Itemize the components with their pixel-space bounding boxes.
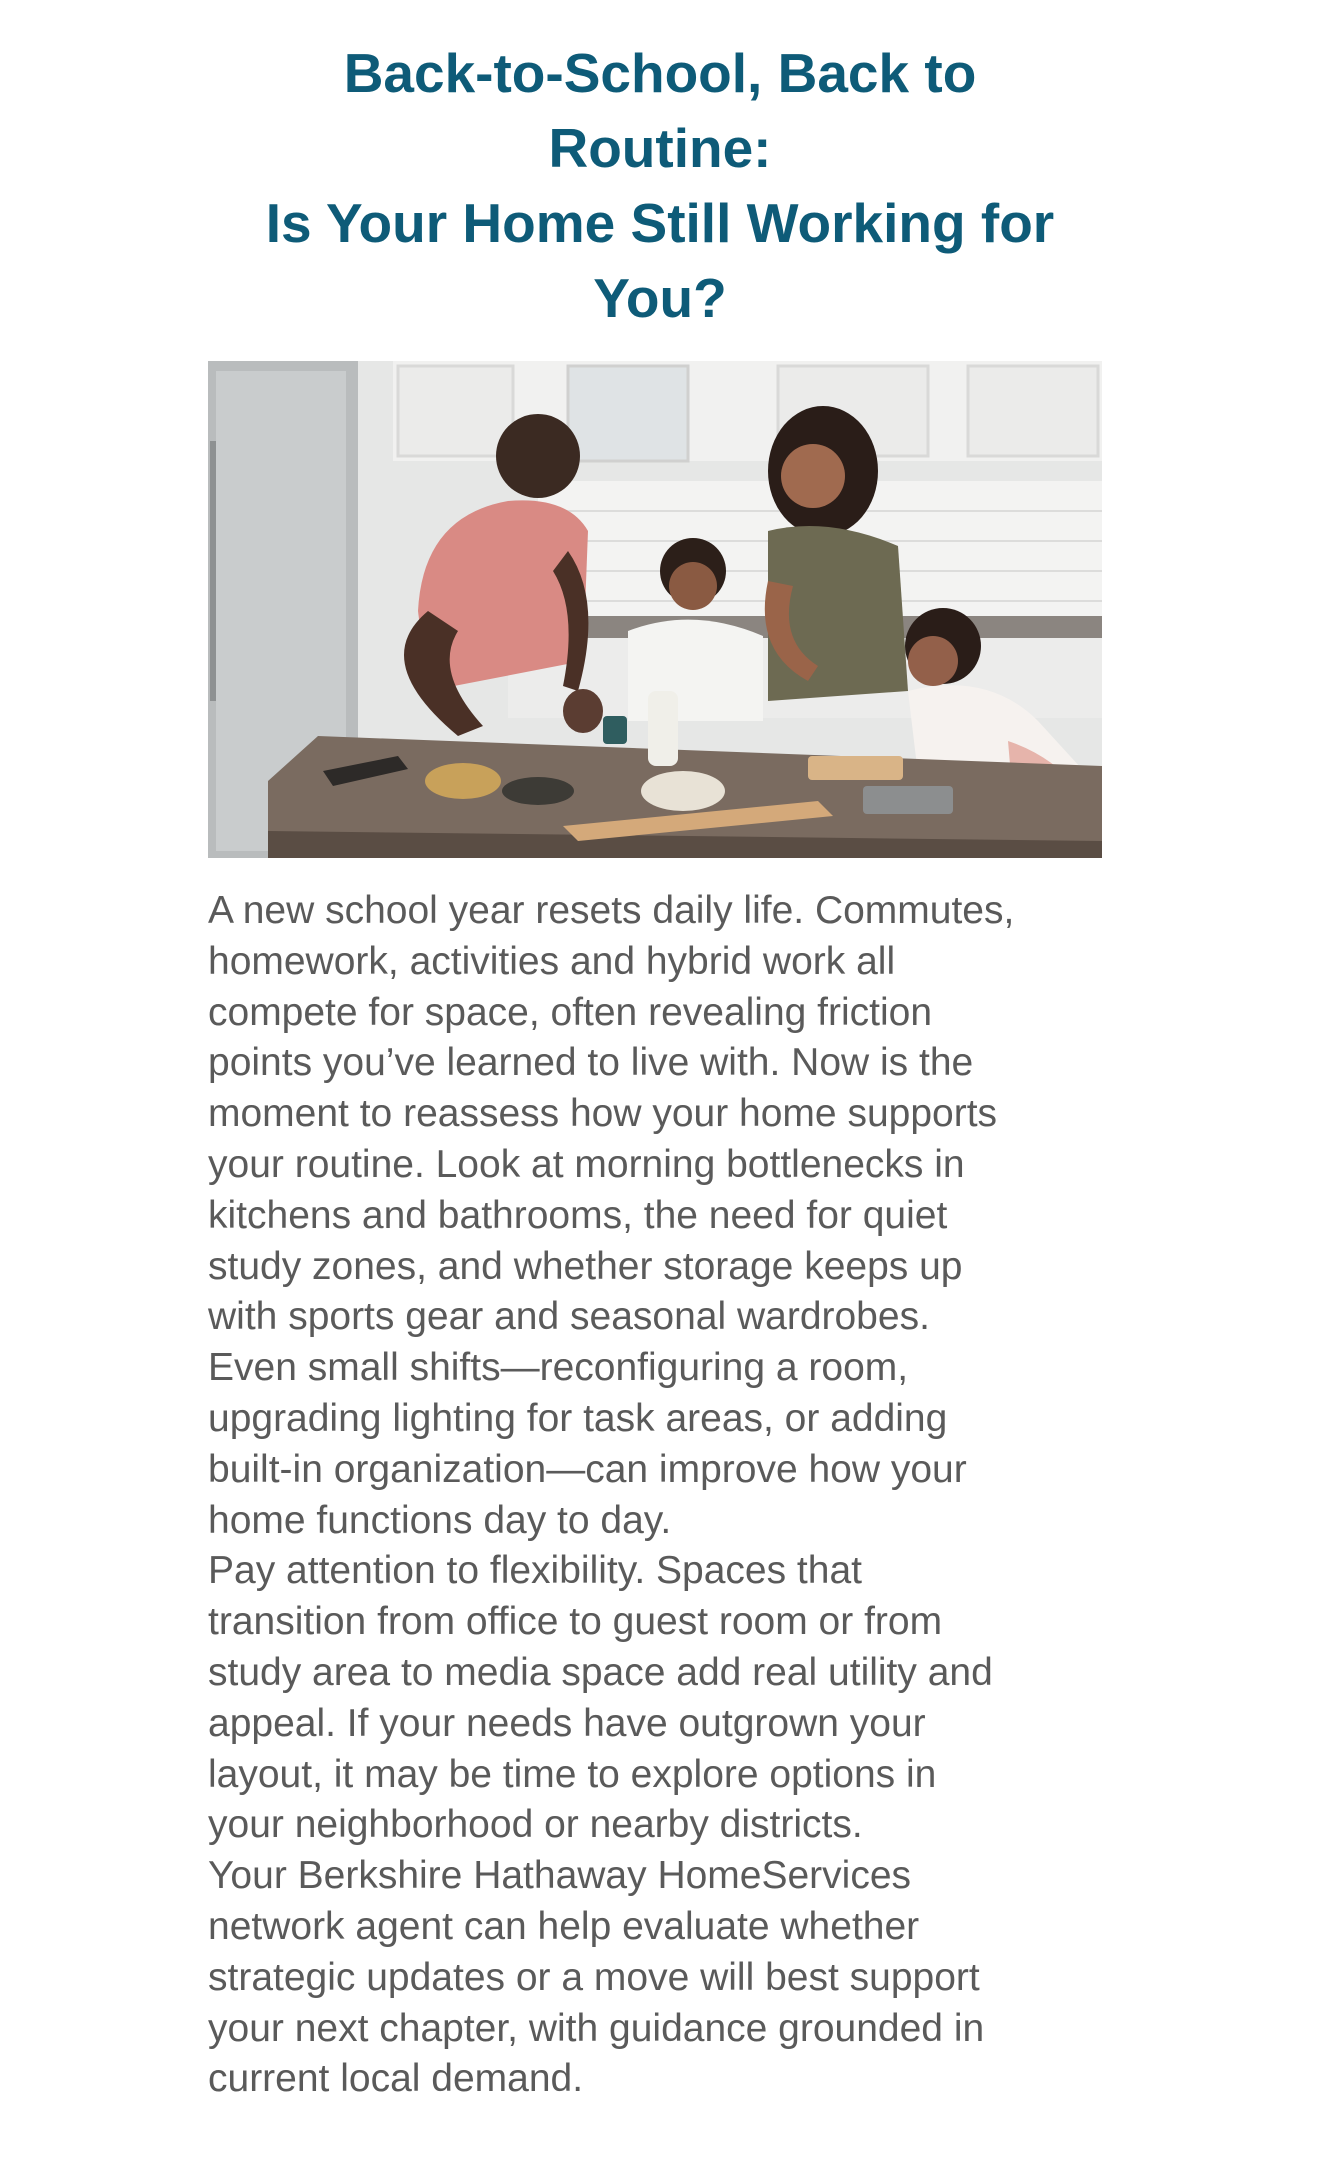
- body-line: current local demand.: [208, 2057, 584, 2101]
- body-line: home functions day to day.: [208, 1498, 672, 1542]
- body-line: appeal. If your needs have outgrown your: [208, 1701, 926, 1745]
- body-line: built-in organization—can improve how your: [208, 1447, 967, 1491]
- article-body: [208, 886, 1108, 2105]
- body-line: your neighborhood or nearby districts.: [208, 1803, 863, 1847]
- title-line: You?: [593, 267, 727, 329]
- body-line: moment to reassess how your home supports: [208, 1092, 998, 1136]
- body-line: transition from office to guest room or from: [208, 1600, 943, 1644]
- body-line: points you’ve learned to live with. Now is the: [208, 1041, 974, 1085]
- hero-image: [208, 361, 1102, 858]
- body-line: upgrading lighting for task areas, or adding: [208, 1396, 948, 1440]
- body-line: Pay attention to flexibility. Spaces that: [208, 1549, 862, 1593]
- title-line: Routine:: [548, 117, 772, 179]
- body-line: study area to media space add real utility and: [208, 1650, 993, 1694]
- body-line: your next chapter, with guidance grounded in: [208, 2006, 985, 2050]
- body-line: homework, activities and hybrid work all: [208, 939, 896, 983]
- body-line: Your Berkshire Hathaway HomeServices: [208, 1854, 912, 1898]
- body-line: A new school year resets daily life. Commutes,: [208, 889, 1015, 932]
- article-title: [180, 36, 1140, 336]
- body-line: with sports gear and seasonal wardrobes.: [208, 1295, 930, 1339]
- title-line: Is Your Home Still Working for: [265, 192, 1055, 254]
- body-line: compete for space, often revealing friction: [208, 990, 933, 1034]
- title-line: Back-to-School, Back to: [343, 42, 977, 104]
- body-line: kitchens and bathrooms, the need for quiet: [208, 1193, 948, 1237]
- body-line: your routine. Look at morning bottlenecks in: [208, 1142, 965, 1186]
- body-line: strategic updates or a move will best support: [208, 1955, 980, 1999]
- body-line: network agent can help evaluate whether: [208, 1904, 920, 1948]
- body-line: study zones, and whether storage keeps up: [208, 1244, 963, 1288]
- body-line: Even small shifts—reconfiguring a room,: [208, 1346, 909, 1390]
- body-line: layout, it may be time to explore options in: [208, 1752, 937, 1796]
- kitchen-family-illustration: [208, 361, 1102, 858]
